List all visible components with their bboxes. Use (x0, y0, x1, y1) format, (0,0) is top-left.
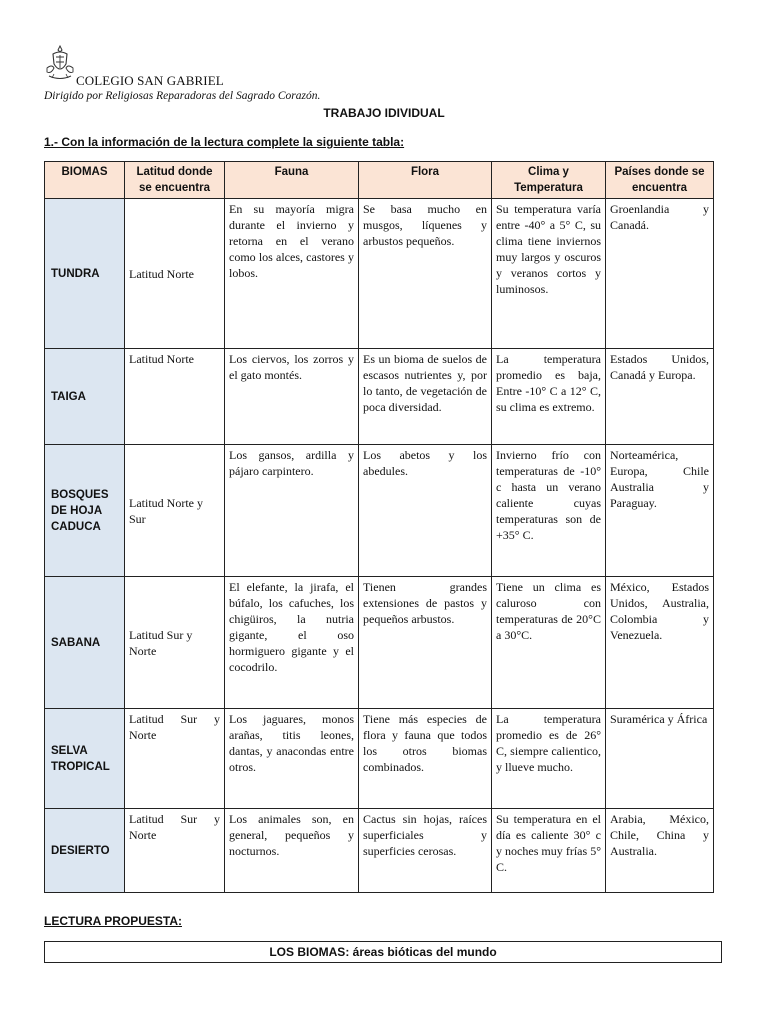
flora-cell: Se basa mucho en musgos, líquenes y arbustos pequeños. (359, 199, 492, 349)
reading-title: LOS BIOMAS: áreas bióticas del mundo (44, 941, 722, 963)
header-paises: Países donde se encuentra (606, 162, 714, 199)
flora-cell: Tienen grandes extensiones de pastos y pequeños arbustos. (359, 577, 492, 709)
biome-name: TUNDRA (45, 199, 125, 349)
table-row (45, 445, 714, 577)
biome-name: DESIERTO (45, 809, 125, 893)
biome-name: BOSQUES DE HOJA CADUCA (45, 445, 125, 577)
table-header-row (45, 162, 714, 199)
work-title: TRABAJO IDIVIDUAL (323, 106, 445, 120)
header-latitud: Latitud donde se encuentra (125, 162, 225, 199)
climate-cell: La temperatura promedio es baja, Entre -10° C a 12° C, su clima es extremo. (492, 349, 606, 445)
reading-label: LECTURA PROPUESTA: (44, 914, 182, 928)
flora-cell: Es un bioma de suelos de escasos nutrientes y, por lo tanto, de vegetación de poca diversidad. (359, 349, 492, 445)
climate-cell: Su temperatura en el día es caliente 30° c y noches muy frías 5° C. (492, 809, 606, 893)
fauna-cell: Los gansos, ardilla y pájaro carpintero. (225, 445, 359, 577)
countries-cell: Norteamérica, Europa, Chile Australia y Paraguay. (606, 445, 714, 577)
header-flora: Flora (359, 162, 492, 199)
fauna-cell: Los ciervos, los zorros y el gato montés. (225, 349, 359, 445)
fauna-cell: Los jaguares, monos arañas, titis leones, dantas, y anacondas entre otros. (225, 709, 359, 809)
biome-name: SELVA TROPICAL (45, 709, 125, 809)
latitude-cell: Latitud Norte (125, 349, 225, 445)
directed-by-line: Dirigido por Religiosas Reparadoras del Sagrado Corazón. (44, 90, 321, 102)
flora-cell: Los abetos y los abedules. (359, 445, 492, 577)
biomes-table (44, 161, 714, 893)
table-row (45, 349, 714, 445)
latitude-cell: Latitud Norte y Sur (125, 445, 225, 577)
climate-cell: Invierno frío con temperaturas de -10° c hasta un verano caliente cuyas temperaturas son de +35° C. (492, 445, 606, 577)
table-row (45, 709, 714, 809)
countries-cell: Suramérica y África (606, 709, 714, 809)
fauna-cell: En su mayoría migra durante el invierno y retorna en el verano como los alces, castores y lobos. (225, 199, 359, 349)
latitude-cell: Latitud Sur y Norte (125, 577, 225, 709)
countries-cell: Estados Unidos, Canadá y Europa. (606, 349, 714, 445)
fauna-cell: El elefante, la jirafa, el búfalo, los cafuches, los chigüiros, la nutria gigante, el oso hormiguero gigante y el cocodrilo. (225, 577, 359, 709)
countries-cell: Groenlandia y Canadá. (606, 199, 714, 349)
header-clima: Clima y Temperatura (492, 162, 606, 199)
biome-name: SABANA (45, 577, 125, 709)
latitude-cell: Latitud Sur y Norte (125, 809, 225, 893)
flora-cell: Cactus sin hojas, raíces superficiales y superficies cerosas. (359, 809, 492, 893)
table-row (45, 809, 714, 893)
header-biomas: BIOMAS (45, 162, 125, 199)
biome-name: TAIGA (45, 349, 125, 445)
climate-cell: Su temperatura varía entre -40° a 5° C, su clima tiene inviernos muy largos y oscuros y veranos cortos y luminosos. (492, 199, 606, 349)
countries-cell: México, Estados Unidos, Australia, Colombia y Venezuela. (606, 577, 714, 709)
flora-cell: Tiene más especies de flora y fauna que todos los otros biomas combinados. (359, 709, 492, 809)
climate-cell: La temperatura promedio es de 26° C, siempre calientico, y llueve mucho. (492, 709, 606, 809)
table-row (45, 577, 714, 709)
climate-cell: Tiene un clima es caluroso con temperaturas de 20°C a 30°C. (492, 577, 606, 709)
table-row (45, 199, 714, 349)
school-crest-icon (44, 44, 76, 82)
latitude-cell: Latitud Sur y Norte (125, 709, 225, 809)
school-name: COLEGIO SAN GABRIEL (76, 73, 224, 88)
countries-cell: Arabia, México, Chile, China y Australia. (606, 809, 714, 893)
header-fauna: Fauna (225, 162, 359, 199)
instruction-text: 1.- Con la información de la lectura complete la siguiente tabla: (44, 135, 405, 149)
latitude-cell: Latitud Norte (125, 199, 225, 349)
fauna-cell: Los animales son, en general, pequeños y nocturnos. (225, 809, 359, 893)
